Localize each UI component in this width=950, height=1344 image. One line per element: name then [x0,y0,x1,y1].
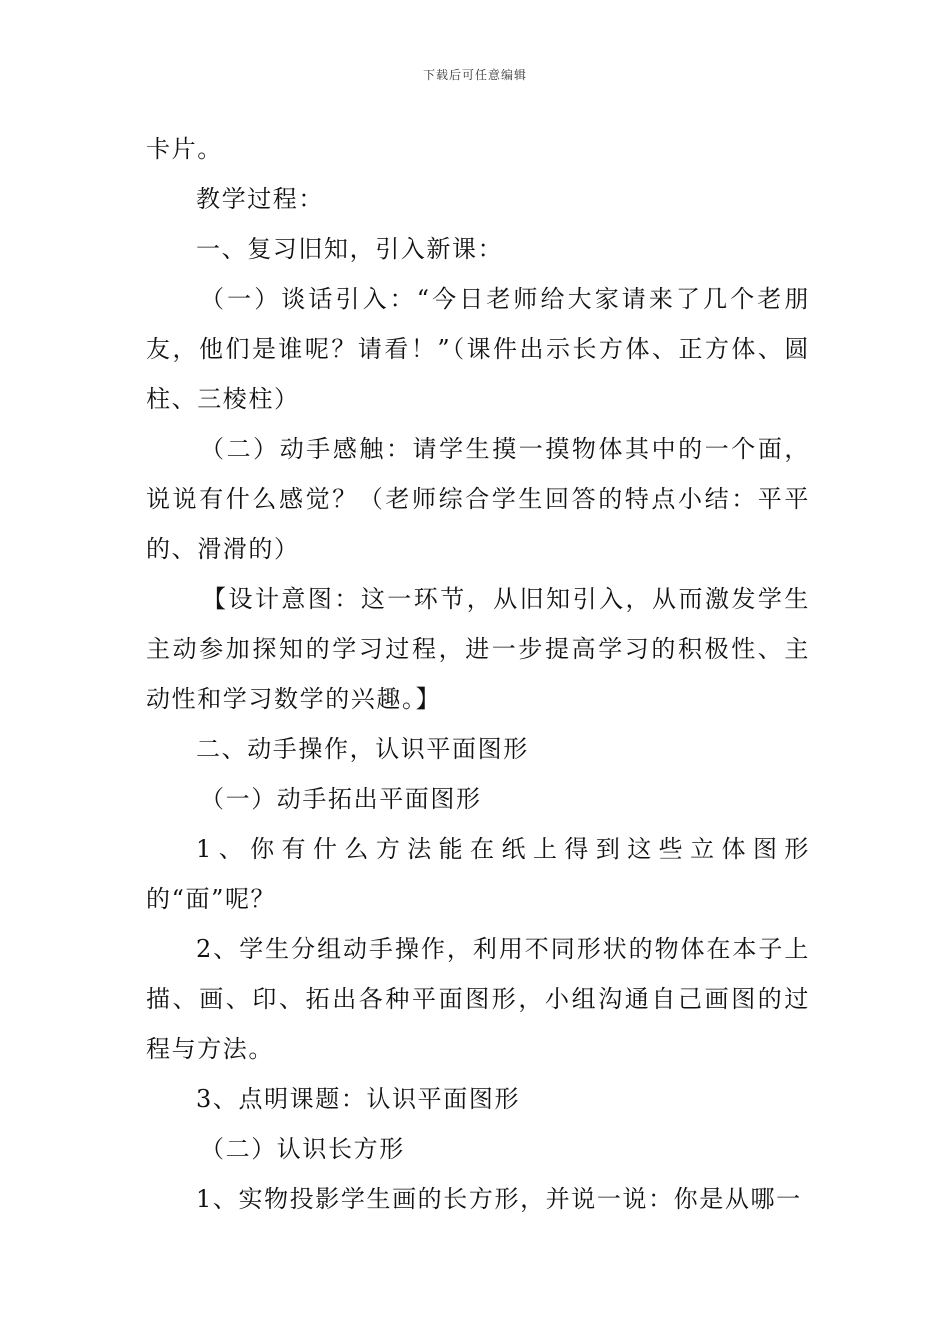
paragraph-teaching-process: 教学过程： [196,185,324,213]
paragraph-hands-on-touch: （二）动手感触：请学生摸一摸物体其中的一个面，说说有什么感觉？（老师综合学生回答的特点小结：平平的、滑滑的） [146,435,810,563]
subheading-rectangle: （二）认识长方形 [200,1135,405,1163]
section-heading-review: 一、复习旧知，引入新课： [196,235,504,263]
paragraph-talk-intro: （一）谈话引入：“今日老师给大家请来了几个老朋友，他们是谁呢？请看！”（课件出示长方体、正方体、圆柱、三棱柱） [146,285,810,413]
document-body [146,124,810,1224]
subheading-trace-shapes: （一）动手拓出平面图形 [200,785,482,813]
paragraph-topic: 3、点明课题：认识平面图形 [196,1085,521,1113]
paragraph-question-1: 1、你有什么方法能在纸上得到这些立体图形的“面”呢？ [146,835,810,913]
paragraph-group-work: 2、学生分组动手操作，利用不同形状的物体在本子上描、画、印、拓出各种平面图形，小组沟通自己画图的过程与方法。 [146,935,810,1063]
paragraph-design-intent: 【设计意图：这一环节，从旧知引入，从而激发学生主动参加探知的学习过程，进一步提高学习的积极性、主动性和学习数学的兴趣。】 [146,585,810,713]
page-header-note: 下载后可任意编辑 [422,68,527,82]
section-heading-hands-on: 二、动手操作，认识平面图形 [196,735,529,763]
paragraph-projection: 1、实物投影学生画的长方形，并说一说：你是从哪一 [196,1185,802,1213]
paragraph-cards: 卡片。 [146,135,223,163]
